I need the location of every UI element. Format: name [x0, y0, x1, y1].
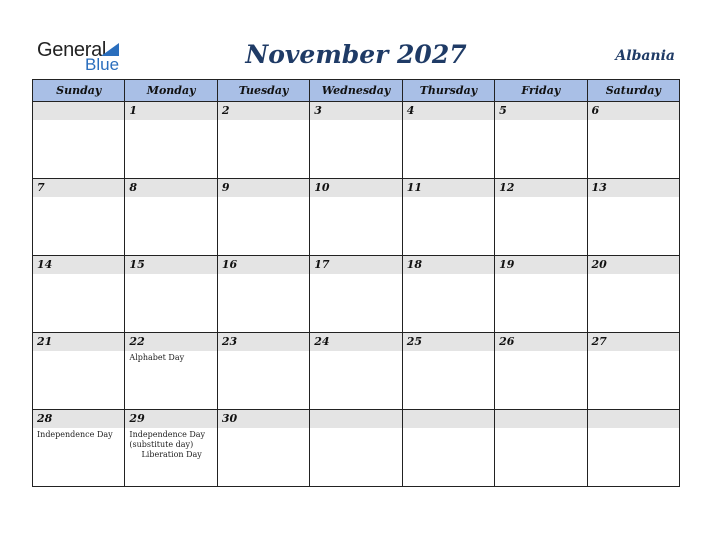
day-number: 14	[33, 256, 124, 274]
day-number: 29	[125, 410, 216, 428]
day-number: 12	[495, 179, 586, 197]
day-cell[interactable]	[125, 102, 217, 179]
day-number: 6	[588, 102, 679, 120]
day-number: 22	[125, 333, 216, 351]
week-row	[33, 333, 680, 410]
weekday-header-thursday: Thursday	[402, 80, 494, 102]
weekday-header-monday: Monday	[125, 80, 217, 102]
day-cell[interactable]	[495, 410, 587, 487]
day-number: 30	[218, 410, 309, 428]
logo-general-text: General	[37, 39, 107, 61]
day-number: 28	[33, 410, 124, 428]
day-cell[interactable]	[33, 102, 125, 179]
day-cell[interactable]	[33, 256, 125, 333]
day-cell[interactable]	[587, 333, 679, 410]
holiday-name: (substitute day)	[129, 440, 194, 449]
day-number: 3	[310, 102, 401, 120]
holiday-list	[125, 428, 216, 460]
day-cell[interactable]	[217, 410, 309, 487]
day-number: 5	[495, 102, 586, 120]
day-cell[interactable]	[587, 410, 679, 487]
day-number: 20	[588, 256, 679, 274]
weekday-header-tuesday: Tuesday	[217, 80, 309, 102]
day-number: 4	[403, 102, 494, 120]
day-number: 27	[588, 333, 679, 351]
day-cell[interactable]	[310, 256, 402, 333]
day-cell[interactable]	[125, 179, 217, 256]
day-number: 9	[218, 179, 309, 197]
day-cell[interactable]	[587, 256, 679, 333]
day-cell[interactable]	[495, 179, 587, 256]
day-cell[interactable]	[587, 102, 679, 179]
day-number	[33, 102, 124, 120]
day-cell[interactable]	[125, 333, 217, 410]
day-cell[interactable]	[125, 256, 217, 333]
day-cell[interactable]	[402, 256, 494, 333]
logo-blue-text: Blue	[85, 55, 120, 74]
weekday-header-wednesday: Wednesday	[310, 80, 402, 102]
holiday-name: Independence Day	[37, 430, 113, 439]
day-number: 21	[33, 333, 124, 351]
weekday-header-sunday: Sunday	[33, 80, 125, 102]
day-cell[interactable]	[33, 179, 125, 256]
day-cell[interactable]	[125, 410, 217, 487]
day-cell[interactable]	[217, 256, 309, 333]
holiday-list	[33, 428, 124, 440]
day-cell[interactable]	[402, 102, 494, 179]
day-cell[interactable]	[495, 102, 587, 179]
day-number: 10	[310, 179, 401, 197]
weekday-header-friday: Friday	[495, 80, 587, 102]
week-row	[33, 256, 680, 333]
day-cell[interactable]	[310, 410, 402, 487]
day-cell[interactable]	[217, 179, 309, 256]
day-cell[interactable]	[217, 333, 309, 410]
day-number: 24	[310, 333, 401, 351]
day-cell[interactable]	[310, 179, 402, 256]
day-cell[interactable]	[495, 333, 587, 410]
day-cell[interactable]	[33, 410, 125, 487]
day-number: 13	[588, 179, 679, 197]
holiday-name: Alphabet Day	[129, 353, 185, 362]
week-row	[33, 179, 680, 256]
day-cell[interactable]	[217, 102, 309, 179]
day-cell[interactable]	[310, 102, 402, 179]
day-cell[interactable]	[402, 333, 494, 410]
day-number: 25	[403, 333, 494, 351]
day-number: 2	[218, 102, 309, 120]
day-number	[495, 410, 586, 428]
day-cell[interactable]	[587, 179, 679, 256]
day-number: 19	[495, 256, 586, 274]
day-number: 16	[218, 256, 309, 274]
day-cell[interactable]	[495, 256, 587, 333]
country-name: Albania	[615, 48, 675, 64]
day-cell[interactable]	[310, 333, 402, 410]
day-number: 1	[125, 102, 216, 120]
holiday-list	[125, 351, 216, 363]
calendar-grid	[32, 79, 680, 487]
day-number	[403, 410, 494, 428]
day-cell[interactable]	[402, 410, 494, 487]
holiday-name: Liberation Day	[141, 450, 202, 459]
week-row	[33, 102, 680, 179]
week-row	[33, 410, 680, 487]
day-number	[310, 410, 401, 428]
calendar-title: November 2027	[245, 40, 467, 69]
holiday-name: Independence Day	[129, 430, 206, 439]
day-number: 18	[403, 256, 494, 274]
day-number: 7	[33, 179, 124, 197]
day-number: 15	[125, 256, 216, 274]
day-cell[interactable]	[402, 179, 494, 256]
weekday-header-row	[33, 80, 680, 102]
day-number: 11	[403, 179, 494, 197]
day-number: 26	[495, 333, 586, 351]
day-number: 8	[125, 179, 216, 197]
weekday-header-saturday: Saturday	[587, 80, 679, 102]
calendar-body	[33, 102, 680, 487]
day-number: 23	[218, 333, 309, 351]
day-number	[588, 410, 679, 428]
day-number: 17	[310, 256, 401, 274]
day-cell[interactable]	[33, 333, 125, 410]
